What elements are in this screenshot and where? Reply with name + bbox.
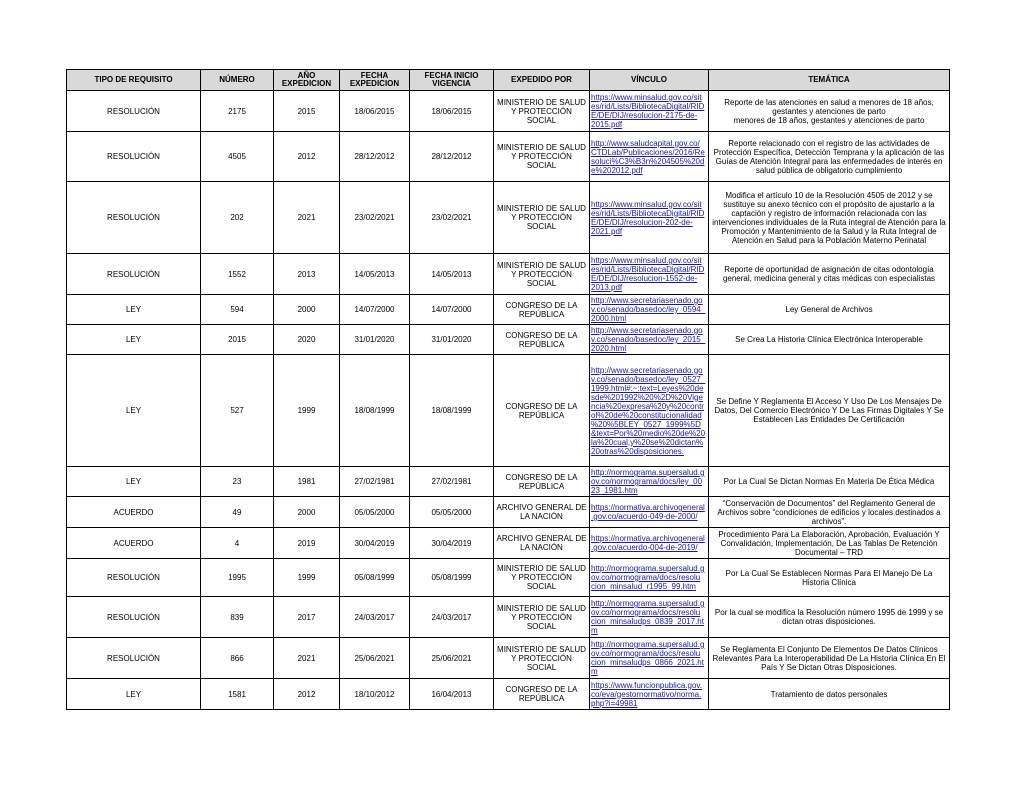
cell-fecha-expedicion: 27/02/1981 xyxy=(340,467,410,497)
cell-numero: 527 xyxy=(201,355,274,467)
table-row xyxy=(67,132,950,182)
cell-expedido-por: MINISTERIO DE SALUD Y PROTECCIÓN SOCIAL xyxy=(494,91,590,132)
cell-tipo: RESOLUCIÓN xyxy=(67,559,201,597)
cell-vinculo-link[interactable]: http://www.saludcapital.gov.co/ CTDLab/Publicaciones/2016/Re soluci%C3%B3n%204505%20d e%202012.pdf xyxy=(590,132,709,182)
cell-fecha-vigencia: 31/01/2020 xyxy=(410,325,494,355)
cell-tematica: Ley General de Archivos xyxy=(709,295,950,325)
table-row xyxy=(67,325,950,355)
cell-vinculo-link[interactable]: http://www.secretariasenado.go v.co/senado/basedoc/ley_0527_ 1999.html#:~:text=Leyes%20de sde%201992%20%2D%20Vige ncia%20expresa%20y%20contr ol%20de%20constitucionalidad %20%5BLEY_0527_1999%5D &text=Por%20medio%20de%20 la%20cual,y%20se%20dictan% 20otras%20disposiciones. xyxy=(590,355,709,467)
col-header-expedido-por: EXPEDIDO POR xyxy=(494,70,590,91)
table-row xyxy=(67,638,950,679)
col-header-fecha-expedicion: FECHA EXPEDICION xyxy=(340,70,410,91)
cell-numero: 49 xyxy=(201,497,274,528)
cell-tematica: Se Define Y Reglamenta El Acceso Y Uso De Los Mensajes De Datos, Del Comercio Electrónico Y De Las Firmas Digitales Y Se Establecen Las Entidades De Certificación xyxy=(709,355,950,467)
cell-numero: 4505 xyxy=(201,132,274,182)
cell-fecha-expedicion: 18/06/2015 xyxy=(340,91,410,132)
cell-tipo: RESOLUCIÓN xyxy=(67,638,201,679)
cell-tipo: LEY xyxy=(67,467,201,497)
table-row xyxy=(67,497,950,528)
cell-tipo: LEY xyxy=(67,355,201,467)
header-row xyxy=(67,70,950,91)
cell-expedido-por: MINISTERIO DE SALUD Y PROTECCIÓN SOCIAL xyxy=(494,559,590,597)
cell-tipo: LEY xyxy=(67,295,201,325)
cell-vinculo-link[interactable]: https://www.minsalud.gov.co/sit es/rid/Lists/BibliotecaDigital/RID E/DE/DIJ/resolucion-1552-de- 2013.pdf xyxy=(590,254,709,295)
cell-tipo: RESOLUCIÓN xyxy=(67,182,201,254)
cell-fecha-vigencia: 28/12/2012 xyxy=(410,132,494,182)
cell-anio: 2012 xyxy=(274,132,340,182)
cell-tipo: RESOLUCIÓN xyxy=(67,597,201,638)
cell-tematica: Reporte de las atenciones en salud a menores de 18 años, gestantes y atenciones de parto menores de 18 años, gestantes y atenciones de parto xyxy=(709,91,950,132)
table-row xyxy=(67,254,950,295)
cell-vinculo-link[interactable]: https://www.funcionpublica.gov. co/eva/gestornormativo/norma. php?i=49981 xyxy=(590,679,709,710)
cell-tematica: Procedimiento Para La Elaboración, Aprobación, Evaluación Y Convalidación, Implementación, De Las Tablas De Retención Documental – TRD xyxy=(709,528,950,559)
cell-tematica: Se Crea La Historia Clínica Electrónica Interoperable xyxy=(709,325,950,355)
cell-vinculo-link[interactable]: http://www.secretariasenado.go v.co/senado/basedoc/ley_0594_ 2000.html xyxy=(590,295,709,325)
cell-fecha-vigencia: 16/04/2013 xyxy=(410,679,494,710)
cell-fecha-vigencia: 05/05/2000 xyxy=(410,497,494,528)
cell-expedido-por: MINISTERIO DE SALUD Y PROTECCIÓN SOCIAL xyxy=(494,597,590,638)
cell-fecha-vigencia: 23/02/2021 xyxy=(410,182,494,254)
cell-fecha-vigencia: 30/04/2019 xyxy=(410,528,494,559)
cell-fecha-expedicion: 14/07/2000 xyxy=(340,295,410,325)
cell-numero: 1995 xyxy=(201,559,274,597)
table-body xyxy=(67,91,950,710)
cell-anio: 2017 xyxy=(274,597,340,638)
table-row xyxy=(67,355,950,467)
cell-fecha-vigencia: 25/06/2021 xyxy=(410,638,494,679)
table-row xyxy=(67,679,950,710)
cell-tematica: Reporte relacionado con el registro de las actividades de Protección Específica, Detección Temprana y la aplicación de las Guías de Atención Integral para las enfermedades de interés en salud pública de obligatorio cumplimiento xyxy=(709,132,950,182)
cell-fecha-expedicion: 25/06/2021 xyxy=(340,638,410,679)
cell-numero: 202 xyxy=(201,182,274,254)
table-row xyxy=(67,467,950,497)
cell-numero: 866 xyxy=(201,638,274,679)
cell-expedido-por: CONGRESO DE LA REPÚBLICA xyxy=(494,467,590,497)
cell-fecha-expedicion: 30/04/2019 xyxy=(340,528,410,559)
cell-expedido-por: MINISTERIO DE SALUD Y PROTECCIÓN SOCIAL xyxy=(494,254,590,295)
cell-expedido-por: ARCHIVO GENERAL DE LA NACIÓN xyxy=(494,528,590,559)
cell-anio: 2015 xyxy=(274,91,340,132)
cell-fecha-expedicion: 28/12/2012 xyxy=(340,132,410,182)
cell-fecha-vigencia: 05/08/1999 xyxy=(410,559,494,597)
cell-fecha-expedicion: 24/03/2017 xyxy=(340,597,410,638)
cell-numero: 839 xyxy=(201,597,274,638)
cell-tematica: Se Reglamenta El Conjunto De Elementos De Datos Clínicos Relevantes Para La Interoperabilidad De La Historia Clínica En El País Y Se Dictan Otras Disposiciones. xyxy=(709,638,950,679)
cell-tematica: Tratamiento de datos personales xyxy=(709,679,950,710)
requirements-table xyxy=(66,69,950,710)
cell-vinculo-link[interactable]: http://www.secretariasenado.go v.co/senado/basedoc/ley_2015_ 2020.html xyxy=(590,325,709,355)
cell-vinculo-link[interactable]: https://www.minsalud.gov.co/sit es/rid/Lists/BibliotecaDigital/RID E/DE/DIJ/resolucion-202-de- 2021.pdf xyxy=(590,182,709,254)
cell-anio: 2000 xyxy=(274,295,340,325)
cell-fecha-expedicion: 14/05/2013 xyxy=(340,254,410,295)
cell-tipo: LEY xyxy=(67,679,201,710)
cell-fecha-vigencia: 27/02/1981 xyxy=(410,467,494,497)
cell-numero: 1581 xyxy=(201,679,274,710)
table-row xyxy=(67,528,950,559)
cell-vinculo-link[interactable]: https://www.minsalud.gov.co/sit es/rid/Lists/BibliotecaDigital/RID E/DE/DIJ/resolucion-2175-de- 2015.pdf xyxy=(590,91,709,132)
cell-vinculo-link[interactable]: https://normativa.archivogeneral .gov.co/acuerdo-004-de-2019/ xyxy=(590,528,709,559)
cell-anio: 2000 xyxy=(274,497,340,528)
cell-tipo: RESOLUCIÓN xyxy=(67,91,201,132)
cell-vinculo-link[interactable]: https://normativa.archivogeneral .gov.co/acuerdo-049-de-2000/ xyxy=(590,497,709,528)
cell-expedido-por: MINISTERIO DE SALUD Y PROTECCIÓN SOCIAL xyxy=(494,132,590,182)
cell-fecha-vigencia: 18/08/1999 xyxy=(410,355,494,467)
cell-tematica: Reporte de oportunidad de asignación de citas odontología general, medicina general y citas médicas con especialistas xyxy=(709,254,950,295)
table-row xyxy=(67,597,950,638)
cell-tematica: Por La Cual Se Establecen Normas Para El Manejo De La Historia Clínica xyxy=(709,559,950,597)
cell-vinculo-link[interactable]: http://normograma.supersalud.g ov.co/normograma/docs/ley_00 23_1981.htm xyxy=(590,467,709,497)
cell-expedido-por: CONGRESO DE LA REPÚBLICA xyxy=(494,355,590,467)
cell-fecha-vigencia: 14/05/2013 xyxy=(410,254,494,295)
cell-fecha-expedicion: 31/01/2020 xyxy=(340,325,410,355)
cell-vinculo-link[interactable]: http://normograma.supersalud.g ov.co/normograma/docs/resolu cion_minsaludps_0839_2017.ht m xyxy=(590,597,709,638)
cell-fecha-expedicion: 18/10/2012 xyxy=(340,679,410,710)
cell-tematica: Por La Cual Se Dictan Normas En Materia De Ética Médica xyxy=(709,467,950,497)
cell-fecha-expedicion: 05/05/2000 xyxy=(340,497,410,528)
table-row xyxy=(67,91,950,132)
cell-anio: 2012 xyxy=(274,679,340,710)
cell-expedido-por: MINISTERIO DE SALUD Y PROTECCIÓN SOCIAL xyxy=(494,638,590,679)
cell-anio: 1999 xyxy=(274,559,340,597)
cell-tipo: RESOLUCIÓN xyxy=(67,132,201,182)
cell-numero: 2015 xyxy=(201,325,274,355)
cell-anio: 2020 xyxy=(274,325,340,355)
col-header-tematica: TEMÁTICA xyxy=(709,70,950,91)
cell-numero: 4 xyxy=(201,528,274,559)
col-header-vinculo: VÍNCULO xyxy=(590,70,709,91)
cell-vinculo-link[interactable]: http://normograma.supersalud.g ov.co/normograma/docs/resolu cion_minsaludps_0866_2021.ht m xyxy=(590,638,709,679)
cell-vinculo-link[interactable]: http://normograma.supersalud.g ov.co/normograma/docs/resolu cion_minsalud_r1995_99.htm xyxy=(590,559,709,597)
cell-numero: 2175 xyxy=(201,91,274,132)
cell-numero: 1552 xyxy=(201,254,274,295)
col-header-anio: AÑO EXPEDICION xyxy=(274,70,340,91)
cell-expedido-por: CONGRESO DE LA REPÚBLICA xyxy=(494,679,590,710)
cell-expedido-por: CONGRESO DE LA REPÚBLICA xyxy=(494,295,590,325)
cell-tematica: Modifica el artículo 10 de la Resolución 4505 de 2012 y se sustituye su anexo técnico con el propósito de ajustarlo a la captación y registro de información relacionada con las intervenciones individuales de la Ruta integral de Atención para la Promoción y Mantenimiento de la Salud y la Ruta Integral de Atención en Salud para la Población Materno Perinatal xyxy=(709,182,950,254)
cell-tipo: RESOLUCIÓN xyxy=(67,254,201,295)
cell-fecha-expedicion: 05/08/1999 xyxy=(340,559,410,597)
cell-fecha-vigencia: 14/07/2000 xyxy=(410,295,494,325)
cell-fecha-expedicion: 18/08/1999 xyxy=(340,355,410,467)
cell-fecha-vigencia: 24/03/2017 xyxy=(410,597,494,638)
cell-tipo: ACUERDO xyxy=(67,497,201,528)
cell-tipo: LEY xyxy=(67,325,201,355)
cell-anio: 2021 xyxy=(274,638,340,679)
cell-tematica: Por la cual se modifica la Resolución número 1995 de 1999 y se dictan otras disposiciones. xyxy=(709,597,950,638)
cell-numero: 594 xyxy=(201,295,274,325)
table-row xyxy=(67,559,950,597)
cell-anio: 2013 xyxy=(274,254,340,295)
cell-anio: 1999 xyxy=(274,355,340,467)
col-header-numero: NÚMERO xyxy=(201,70,274,91)
cell-tematica: “Conservación de Documentos” del Reglamento General de Archivos sobre “condiciones de edificios y locales destinados a archivos”. xyxy=(709,497,950,528)
cell-expedido-por: MINISTERIO DE SALUD Y PROTECCIÓN SOCIAL xyxy=(494,182,590,254)
cell-tipo: ACUERDO xyxy=(67,528,201,559)
cell-expedido-por: ARCHIVO GENERAL DE LA NACIÓN xyxy=(494,497,590,528)
col-header-fecha-vigencia: FECHA INICIO VIGENCIA xyxy=(410,70,494,91)
table-row xyxy=(67,182,950,254)
cell-anio: 2019 xyxy=(274,528,340,559)
cell-fecha-expedicion: 23/02/2021 xyxy=(340,182,410,254)
cell-anio: 1981 xyxy=(274,467,340,497)
cell-numero: 23 xyxy=(201,467,274,497)
cell-fecha-vigencia: 18/06/2015 xyxy=(410,91,494,132)
cell-anio: 2021 xyxy=(274,182,340,254)
table-row xyxy=(67,295,950,325)
cell-expedido-por: CONGRESO DE LA REPÚBLICA xyxy=(494,325,590,355)
col-header-tipo: TIPO DE REQUISITO xyxy=(67,70,201,91)
